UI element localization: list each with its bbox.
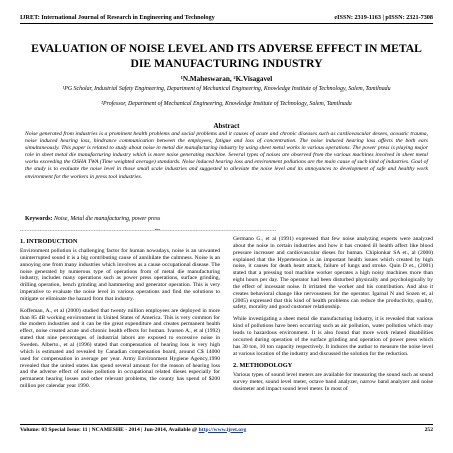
right-paragraph-1: Germano G., et al (1991) expressed that few noise analyzing experts were analyzed about the noise in certain industries and how it has created ill health affect like blood pressure increaser and cardiovascular dieses for human. Chiplonkar SA et., al (2000) explained that the Hypertension is an important health issues which created by high noise, it causes for death heart attack, failure of lungs and stroke. Quin D et., (2001) stated that a pressing tool machine worker operates a high noisy machines more than eight hours per day. The operator had been disturbed physically and psychologically by the effect of incessant noise. It irritated the worker and his contribution. And also it creates behavioral change like nervousness for the operator. Igarnal N and Sozen et, al (2005) expressed that this kind of health problems can reduce the productivity, quality, safety, morality and good customer relationship. <box>233 236 433 311</box>
intro-paragraph-1: Environment pollution is challenging factor for human nowadays, noise is an unwanted uninterrupted sound it is a big contributing cause of annihilate the calmness. Noise is an annoying one from many industries which involves as a cause occupational disease. The noise generated by numerous type of operations from of metal die manufacturing industry, includes many operations such as power press operations, surface grinding, drilling operation, bench grinding and hammering and generator operation. This is very imperative to evaluate the noise level in various operations and find the solutions to mitigate or eliminate the hazard from that industry. <box>20 248 220 302</box>
footer-link[interactable]: http://www.ijret.org <box>198 426 247 433</box>
journal-header <box>20 14 433 24</box>
paper-title: EVALUATION OF NOISE LEVEL AND ITS ADVERSE EFFECT IN METAL DIE MANUFACTURING INDUSTRY <box>31 42 422 70</box>
methodology-paragraph: Various types of sound level meters are available for measuring the sound such as sound survey meter, sound level meter, octave band analyzer, narrow band analyzer and noise dosimeter and impact sound level meter. In most of <box>233 372 433 393</box>
section-heading-introduction: 1. INTRODUCTION <box>20 238 78 245</box>
right-column <box>233 236 433 398</box>
intro-paragraph-2: Koffeman, A., et al (2000) studied that twenty million employees are deployed in more than 85 dB working environment in United States of America. This is very common for the modern industries and it can be the great expenditure and creates permanent health effect, noise created acute and chronic health effects for human. Ivarsen A., et al (1992) stated that nine percentages of industrial labors are exposed to excessive noise in Sweden. Alberto., et al (1996) stated that compensation of hearing loss is very high which is estimated and revealed by Canadian compensation board, around C$ 14000 used for compensation in average per year. Army Environment Hygiene Agency,1990 revealed that the united states has spend several amount for the reason of hearing loss and the adverse effect of noise pollution in occupational related dieses especially for permanent hearing losses and other relevant problems, the county has spend of $200 million per calendar year 1990. <box>20 307 220 390</box>
keywords <box>25 216 428 222</box>
page-footer <box>20 424 433 433</box>
section-heading-methodology: 2. METHODOLOGY <box>233 362 293 370</box>
page-number: 252 <box>424 426 433 433</box>
author-list: ¹N.Maheswaran, ²K.Visagavel <box>180 75 273 83</box>
issn-label: eISSN: 2319-1163 | pISSN: 2321-7308 <box>334 14 433 21</box>
left-column <box>20 236 220 395</box>
right-paragraph-2: While investigating a sheet metal die manufacturing industry, it is revealed that various kind of pollutions have been occurring such as air pollution, water pollution which may leads to hazardous environment. It is also found that more work related disabilities occurred during operation of the surface grinding and operation of power press which has 30 ton, 10 ton capacity respectively. It induces the author to measure the noise level at various location of the industry and discussed the solution for the reduction. <box>233 316 433 357</box>
abstract-heading: Abstract <box>213 122 240 130</box>
section-separator: - - - - - - - - - - - - - - - - - - - - - - - - - - - - - - - - - - - - - - - - - - - - - - - - - - - - - - - - - - - - - - - - - - - - - - - - - - - - - - - - - - ***- - - - - - - - - - - - - - - - - - - - - - - - - - - - - - - - - - - - - - - - - - - - - - - - - - - - - - - - - - - - - - - - - - - - - - - <box>20 228 276 233</box>
keywords-text: Noise, Metal die manufacturing, power press <box>53 216 161 222</box>
abstract-text: Noise generated from industries is a prominent health problems and social problems and it causes of acute and chronic diseases such as cardiovascular desees, acoustic trauma, noise induced hearing loss, hindrance communication between the employees, fatigue and loss of concentration. The noise induced hearing loss affects the both ears simultaneously. This paper is related to study about noise in metal die manufacturing industry by using sheet metal works in various operations. The power press is playing major role in sheet metal die manufacturing industry which is more noise generating machine. Several types of noises are observed from the various machines involved in sheet metal works exceeding the OSHA TWA (Time weighted average) standards. Noise induced hearing loss and environment pollutions are the main cause of such kind of industries. Goal of the study is to evaluate the noise level in those small scale industries and suggested to alleviate the noise level and its annoyances to development of safe and healthy work environment for the workers in press tool industries. <box>25 131 428 180</box>
footer-volume <box>20 427 246 433</box>
keywords-label: Keywords: <box>25 216 53 222</box>
affiliation-2: ²Professor, Department of Mechanical Engineering, Knowledge Institute of Technology, Salem, Tamilnadu <box>101 101 352 107</box>
footer-volume-text: Volume: 03 Special Issue: 11 | NCAMESHE - 2014 | Jun-2014, Available @ <box>20 426 198 433</box>
affiliation-1: ¹PG Scholar, Industrial Safety Engineering, Department of Mechanical Engineering, Knowledge Institute of Technology, Salem, Tamilnadu <box>62 86 391 92</box>
journal-name: IJRET: International Journal of Research in Engineering and Technology <box>20 14 215 21</box>
